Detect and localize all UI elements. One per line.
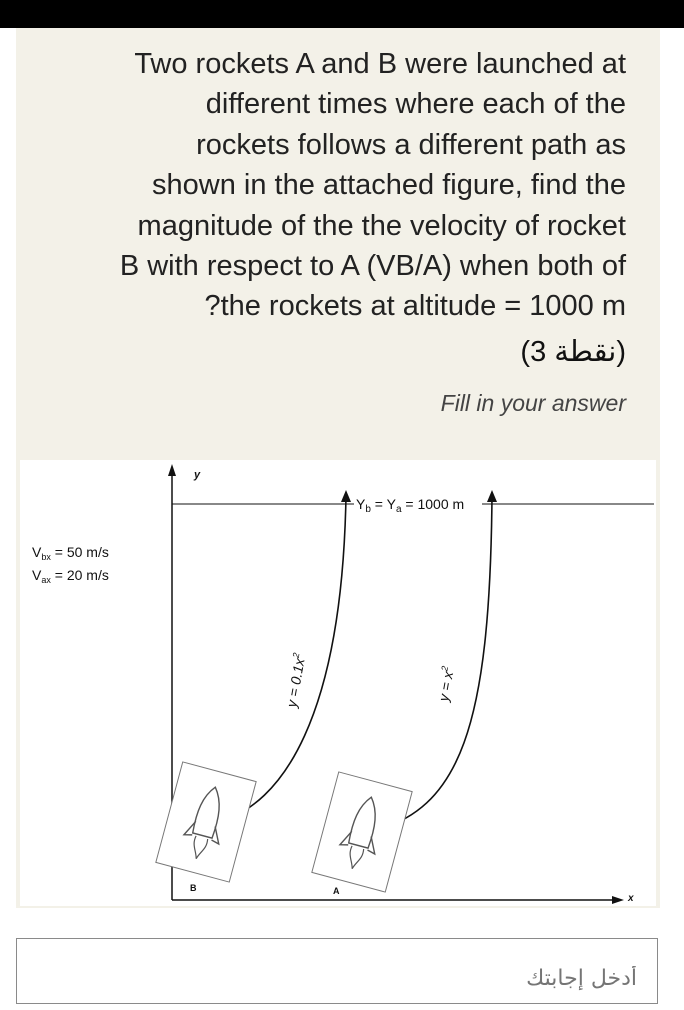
question-text — [60, 44, 626, 327]
question-line: Two rockets A and B were launched at — [134, 48, 626, 80]
rocket-a — [312, 772, 412, 892]
rocket-b-label: B — [190, 883, 197, 893]
answer-input[interactable] — [16, 938, 658, 1004]
rocket-a-frame — [312, 772, 412, 892]
y-axis-label: y — [194, 469, 201, 481]
question-line: magnitude of the the velocity of rocket — [137, 209, 626, 242]
curve-rocket-a-arrow — [487, 490, 497, 502]
rocket-b-frame — [156, 762, 256, 882]
question-line: ?the rockets at altitude = 1000 m — [204, 290, 626, 323]
vax-label: $V_{ax} = 20$ m/s — [32, 567, 109, 585]
curve-rocket-b-arrow — [341, 490, 351, 502]
curve-rocket-b-label: $y = 0.1x^2$ — [283, 651, 308, 709]
rocket-a-label: A — [333, 886, 340, 896]
curve-rocket-b — [218, 496, 346, 822]
question-line: different times where each of the — [205, 88, 626, 121]
rocket-diagram — [20, 460, 656, 906]
x-axis-arrow — [612, 896, 624, 904]
fill-in-hint: Fill in your answer — [440, 390, 626, 416]
curve-rocket-a — [370, 496, 492, 832]
points-label: (3 نقطة) — [520, 336, 626, 368]
question-line: shown in the attached figure, find the — [152, 169, 626, 202]
curve-rocket-a-label: $y = x^2$ — [435, 665, 457, 703]
question-line: B with respect to A (VB/A) when both of — [119, 250, 626, 283]
x-axis-label: x — [628, 893, 634, 904]
status-bar — [0, 0, 684, 28]
rocket-b — [156, 762, 256, 882]
question-figure — [20, 460, 656, 906]
question-line: rockets follows a different path as — [196, 128, 626, 161]
altitude-label: $Y_b = Y_a = 1000$ m — [356, 496, 465, 515]
y-axis-arrow — [168, 464, 176, 476]
vbx-label: $V_{bx} = 50$ m/s — [32, 544, 109, 562]
